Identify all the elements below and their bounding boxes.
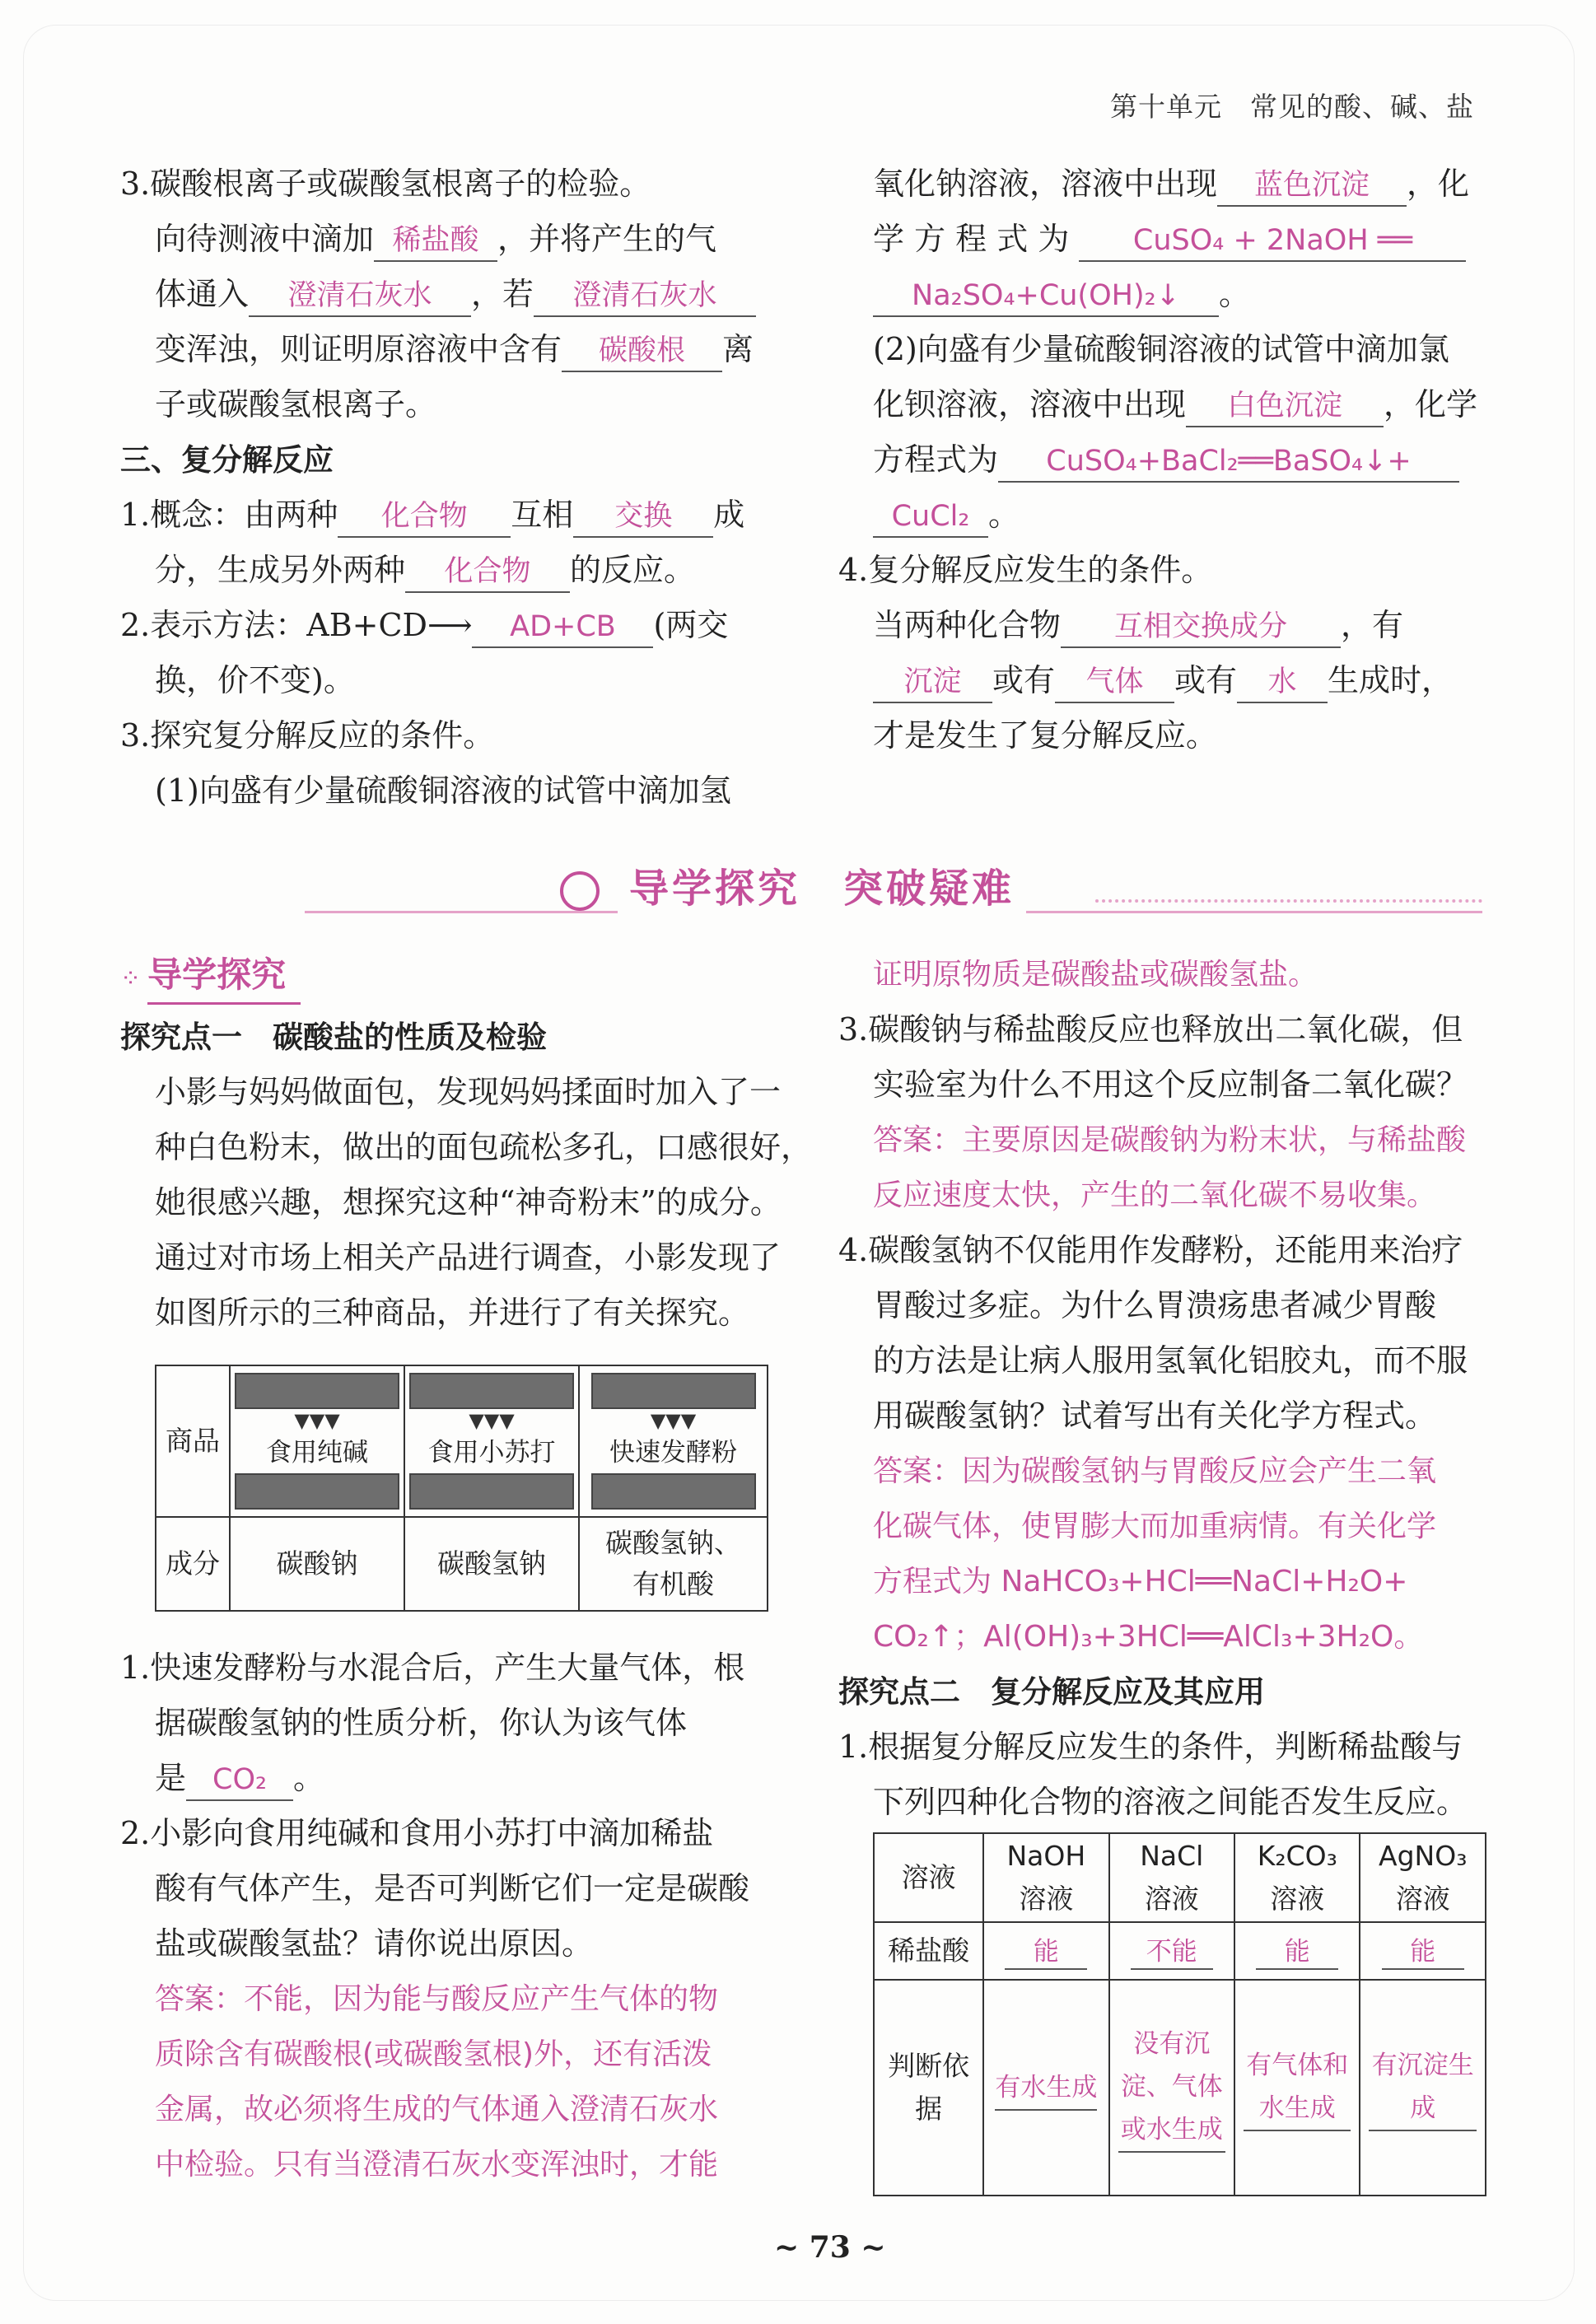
inquiry-point-1: 探究点一 碳酸盐的性质及检验 [120, 1020, 547, 1055]
answer-line: 答案：主要原因是碳酸钠为粉末状，与稀盐酸 [873, 1123, 1467, 1157]
answer-blank: CuSO₄+BaCl₂══BaSO₄↓+ [998, 441, 1459, 483]
text-line: (1)向盛有少量硫酸铜溶液的试管中滴加氢 [155, 772, 731, 809]
guide-heading [120, 947, 771, 1006]
package-strip [591, 1473, 756, 1510]
text-line: 胃酸过多症。为什么胃溃疡患者减少胃酸 [873, 1287, 1437, 1323]
text-line: 换，价不变)。 [155, 662, 355, 698]
answer-cell: 有气体和水生成 [1234, 1980, 1360, 2196]
answer-cell: 有沉淀生成 [1360, 1980, 1486, 2196]
package-strip [235, 1473, 399, 1510]
answer-blank: 交换 [573, 497, 713, 538]
left-top-column [120, 156, 771, 819]
answer-cell: 能 [1360, 1922, 1486, 1980]
answer-line: 方程式为 NaHCO₃+HCl══NaCl+H₂O+ [873, 1565, 1408, 1598]
text-line: 下列四种化合物的溶液之间能否发生反应。 [873, 1784, 1468, 1820]
brand-logo-icon: ▼▼▼ [469, 1409, 515, 1432]
answer-blank: 互相交换成分 [1061, 607, 1341, 648]
product-cell [230, 1365, 404, 1517]
text-line: 1.概念：由两种 化合物 互相 交换 成 [120, 488, 771, 543]
column-header: NaCl 溶液 [1109, 1833, 1234, 1922]
divider-title: 导学探究 突破疑难 [618, 856, 1026, 913]
package-strip [409, 1373, 574, 1409]
text-line: 沉淀 或有 气体 或有 水 生成时， [838, 653, 1493, 708]
answer-line: 质除含有碳酸根(或碳酸氢根)外，还有活泼 [155, 2037, 712, 2071]
divider-dots [1095, 899, 1482, 903]
text-line: 种白色粉末，做出的面包疏松多孔，口感很好， [155, 1129, 813, 1165]
unit-header: 第十单元 常见的酸、碱、盐 [1110, 91, 1474, 123]
products-table [155, 1365, 768, 1612]
text-line: 子或碳酸氢根离子。 [155, 386, 437, 422]
text-line: 2.表示方法：AB+CD⟶ AD+CB (两交 [120, 598, 771, 653]
answer-blank: 澄清石灰水 [249, 276, 471, 317]
product-cell [404, 1365, 579, 1517]
text-line: 3.碳酸根离子或碳酸氢根离子的检验。 [120, 166, 651, 202]
component-cell: 碳酸钠 [230, 1517, 404, 1611]
text-line: 她很感兴趣，想探究这种“神奇粉末”的成分。 [155, 1184, 782, 1220]
table-header-cell: 成分 [156, 1517, 230, 1611]
answer-blank: 碳酸根 [562, 331, 722, 372]
product-image [231, 1367, 403, 1515]
column-header: K₂CO₃ 溶液 [1234, 1833, 1360, 1922]
text-line: 是 CO₂ 。 [120, 1751, 771, 1806]
brand-logo-icon: ▼▼▼ [650, 1409, 697, 1432]
left-bottom-column [120, 947, 813, 1341]
answer-blank: AD+CB [472, 607, 653, 648]
text-line: Na₂SO₄+Cu(OH)₂↓ 。 [838, 267, 1493, 322]
product-label: 食用小苏打 [427, 1438, 556, 1468]
answer-line: 反应速度太快，产生的二氧化碳不易收集。 [873, 1178, 1437, 1212]
text-line: 1.快速发酵粉与水混合后，产生大量气体，根 [120, 1650, 745, 1686]
text-line: 用碳酸氢钠？试着写出有关化学方程式。 [873, 1398, 1437, 1434]
answer-blank: 沉淀 [873, 662, 992, 703]
text-line: 据碳酸氢钠的性质分析，你认为该气体 [155, 1705, 688, 1741]
row-header: 稀盐酸 [874, 1922, 983, 1980]
package-strip [591, 1373, 756, 1409]
row-header: 判断依据 [874, 1980, 983, 2196]
answer-line: 证明原物质是碳酸盐或碳酸氢盐。 [873, 958, 1318, 992]
dots-icon: ⁘ [120, 964, 142, 993]
answer-blank: 白色沉淀 [1186, 386, 1384, 427]
brand-logo-icon: ▼▼▼ [294, 1409, 340, 1432]
left-questions [120, 1640, 771, 2192]
answer-line: 中检验。只有当澄清石灰水变浑浊时，才能 [155, 2148, 719, 2182]
product-cell [579, 1365, 768, 1517]
answer-line: 金属，故必须将生成的气体通入澄清石灰水 [155, 2093, 719, 2126]
answer-cell: 能 [983, 1922, 1108, 1980]
page-number: ~ 73 ~ [774, 2230, 886, 2265]
text-line: 4.碳酸氢钠不仅能用作发酵粉，还能用来治疗 [838, 1232, 1463, 1268]
magnifier-icon [560, 871, 600, 911]
answer-blank: 蓝色沉淀 [1217, 166, 1407, 207]
product-image [406, 1367, 577, 1515]
text-line: 体通入 澄清石灰水 ，若 澄清石灰水 [120, 267, 771, 322]
right-bottom-column [838, 947, 1493, 1830]
answer-line: 化碳气体，使胃膨大而加重病情。有关化学 [873, 1510, 1437, 1543]
text-line: 实验室为什么不用这个反应制备二氧化碳？ [873, 1066, 1468, 1103]
text-line: 酸有气体产生，是否可判断它们一定是碳酸 [155, 1870, 750, 1906]
component-cell: 碳酸氢钠 [404, 1517, 579, 1611]
product-label: 快速发酵粉 [609, 1438, 737, 1468]
answer-cell: 没有沉淀、气体或水生成 [1109, 1980, 1234, 2196]
answer-blank: 化合物 [338, 497, 511, 538]
text-line: 通过对市场上相关产品进行调查，小影发现了 [155, 1239, 782, 1276]
product-label: 食用纯碱 [266, 1438, 368, 1468]
table-header-cell: 溶液 [874, 1833, 983, 1922]
text-line: 方程式为 CuSO₄+BaCl₂══BaSO₄↓+ [838, 432, 1493, 488]
text-line: 3.碳酸钠与稀盐酸反应也释放出二氧化碳，但 [838, 1011, 1463, 1048]
section-divider [305, 856, 1482, 927]
table-header-cell: 商品 [156, 1365, 230, 1517]
answer-blank: CuCl₂ [873, 497, 988, 538]
answer-cell: 能 [1234, 1922, 1360, 1980]
component-cell: 碳酸氢钠、有机酸 [579, 1517, 768, 1611]
text-line: 学 方 程 式 为 CuSO₄ + 2NaOH ══ [838, 212, 1493, 267]
text-line: 小影与妈妈做面包，发现妈妈揉面时加入了一 [155, 1074, 782, 1110]
column-header: AgNO₃ 溶液 [1360, 1833, 1486, 1922]
text-line: 变浑浊，则证明原溶液中含有 碳酸根 离 [120, 322, 771, 377]
inquiry-point-2: 探究点二 复分解反应及其应用 [838, 1674, 1265, 1710]
text-line: CuCl₂ 。 [838, 488, 1493, 543]
text-line: 的方法是让病人服用氢氧化铝胶丸，而不服 [873, 1342, 1468, 1379]
answer-blank: 稀盐酸 [374, 221, 497, 262]
package-strip [409, 1473, 574, 1510]
column-header: NaOH 溶液 [983, 1833, 1108, 1922]
text-line: 才是发生了复分解反应。 [873, 717, 1218, 754]
text-line: 盐或碳酸氢盐？请你说出原因。 [155, 1925, 594, 1962]
product-image [588, 1367, 759, 1515]
text-line: 2.小影向食用纯碱和食用小苏打中滴加稀盐 [120, 1815, 714, 1851]
answer-line: 答案：因为碳酸氢钠与胃酸反应会产生二氧 [873, 1454, 1437, 1488]
answer-line: CO₂↑；Al(OH)₃+3HCl══AlCl₃+3H₂O。 [873, 1620, 1424, 1654]
text-line: 1.根据复分解反应发生的条件，判断稀盐酸与 [838, 1729, 1463, 1765]
answer-blank: 澄清石灰水 [534, 276, 756, 317]
text-line: 分，生成另外两种 化合物 的反应。 [120, 543, 771, 598]
answer-blank: CuSO₄ + 2NaOH ══ [1079, 221, 1466, 262]
answer-blank: 气体 [1055, 662, 1174, 703]
answer-blank: CO₂ [186, 1760, 293, 1801]
text-line: 氧化钠溶液，溶液中出现 蓝色沉淀 ，化 [838, 156, 1493, 212]
answer-line: 答案：不能，因为能与酸反应产生气体的物 [155, 1982, 719, 2016]
text-line: 3.探究复分解反应的条件。 [120, 717, 495, 754]
text-line: 如图所示的三种商品，并进行了有关探究。 [155, 1295, 750, 1331]
section-heading: 三、复分解反应 [120, 442, 334, 478]
text-line: 当两种化合物 互相交换成分 ，有 [838, 598, 1493, 653]
text-line: (2)向盛有少量硫酸铜溶液的试管中滴加氯 [873, 331, 1449, 367]
answer-cell: 不能 [1109, 1922, 1234, 1980]
answer-cell: 有水生成 [983, 1980, 1108, 2196]
answer-blank: Na₂SO₄+Cu(OH)₂↓ [873, 276, 1219, 317]
right-top-column [838, 156, 1493, 763]
answer-blank: 水 [1237, 662, 1328, 703]
answer-blank: 化合物 [405, 552, 570, 593]
text-line: 4.复分解反应发生的条件。 [838, 552, 1213, 588]
guide-tag: 导学探究 [147, 947, 301, 1005]
text-line: 向待测液中滴加 稀盐酸 ，并将产生的气 [120, 212, 771, 267]
package-strip [235, 1373, 399, 1409]
reaction-table [873, 1832, 1486, 2196]
text-line: 化钡溶液，溶液中出现 白色沉淀 ，化学 [838, 377, 1493, 432]
